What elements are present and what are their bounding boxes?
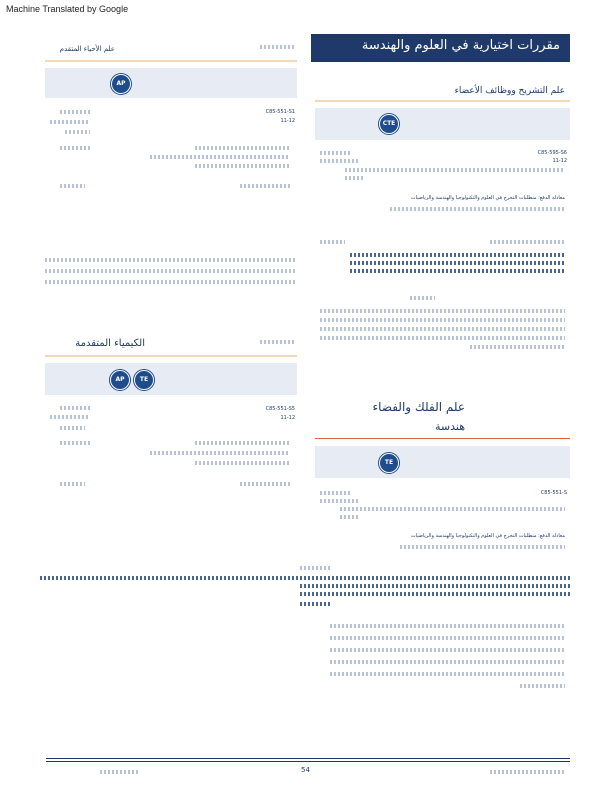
page-number: 54 [301,766,310,774]
text-line [345,168,565,172]
text-line [260,340,295,344]
anatomy-badge-panel [315,108,570,140]
text-line [470,345,565,349]
page-title: مقررات اختيارية في العلوم والهندسة [311,34,570,62]
text-line [490,240,565,244]
text-line [330,624,565,628]
text-line [60,441,90,445]
text-line [60,184,85,188]
text-line [350,261,565,265]
text-line [490,770,565,774]
text-line [45,280,295,284]
text-line [50,120,90,124]
text-line [410,296,435,300]
divider [45,355,297,357]
text-line [320,499,360,503]
anatomy-title: علم التشريح ووظائف الأعضاء [454,86,565,96]
astro-badge-panel [315,446,570,478]
text-line [320,327,565,331]
text-line [60,146,90,150]
text-line [340,507,565,511]
bio-badge-panel [45,68,297,98]
astro-code: C85-551-S [540,490,567,496]
divider [45,60,297,62]
text-line [195,146,290,150]
text-line [330,648,565,652]
text-line [260,45,295,49]
text-line [350,269,565,273]
text-line [300,602,330,606]
text-line [350,253,565,257]
text-line [60,110,90,114]
bio-grades: 11-12 [280,118,295,124]
anatomy-credit-text: معادلة الدفع: متطلبات التخرج في العلوم والتكنولوجيا والهندسة والرياضيات [410,195,565,201]
text-line [60,482,85,486]
text-line [390,207,565,211]
footer-rule [46,761,570,762]
text-line [320,240,345,244]
chem-title: الكيمياء المتقدمة [75,338,145,349]
text-line [330,672,565,676]
ap-badge-icon: AP [111,74,131,94]
text-line [520,684,565,688]
text-line [150,451,290,455]
text-line [240,184,290,188]
text-line [240,482,290,486]
chem-code: C85-551-S5 [265,406,295,412]
text-line [50,415,90,419]
astro-title-line2: هندسة [434,420,465,433]
bio-title: علم الأحياء المتقدم [59,45,115,53]
text-line [40,576,570,580]
text-line [195,441,290,445]
text-line [400,545,565,549]
text-line [60,406,90,410]
footer-rule [46,758,570,759]
text-line [195,164,290,168]
divider [315,438,570,439]
text-line [320,491,350,495]
te-badge-icon: TE [379,453,399,473]
text-line [320,336,565,340]
text-line [345,176,365,180]
text-line [195,461,290,465]
text-line [300,592,570,596]
chem-badge-panel [45,363,297,395]
text-line [320,318,565,322]
machine-translated-banner: Machine Translated by Google [6,4,129,14]
ap-badge-icon: AP [110,370,130,390]
astro-title-line1: علم الفلك والفضاء [372,400,465,414]
text-line [320,159,360,163]
text-line [320,309,565,313]
text-line [45,269,295,273]
cte-badge-icon: CTE [379,114,399,134]
text-line [45,258,295,262]
anatomy-grades: 11-12 [552,158,567,164]
text-line [320,151,350,155]
text-line [330,636,565,640]
bio-code: C85-551-S1 [265,109,295,115]
text-line [60,426,85,430]
text-line [300,566,330,570]
text-line [300,584,570,588]
divider [315,100,570,102]
chem-grades: 11-12 [280,415,295,421]
anatomy-code: C85-595-S6 [537,150,567,156]
text-line [340,515,360,519]
text-line [100,770,140,774]
text-line [65,130,90,134]
text-line [330,660,565,664]
astro-credit-text: معادلة الدفع: متطلبات التخرج في العلوم والتكنولوجيا والهندسة والرياضيات [410,533,565,539]
te-badge-icon: TE [134,370,154,390]
text-line [150,155,290,159]
